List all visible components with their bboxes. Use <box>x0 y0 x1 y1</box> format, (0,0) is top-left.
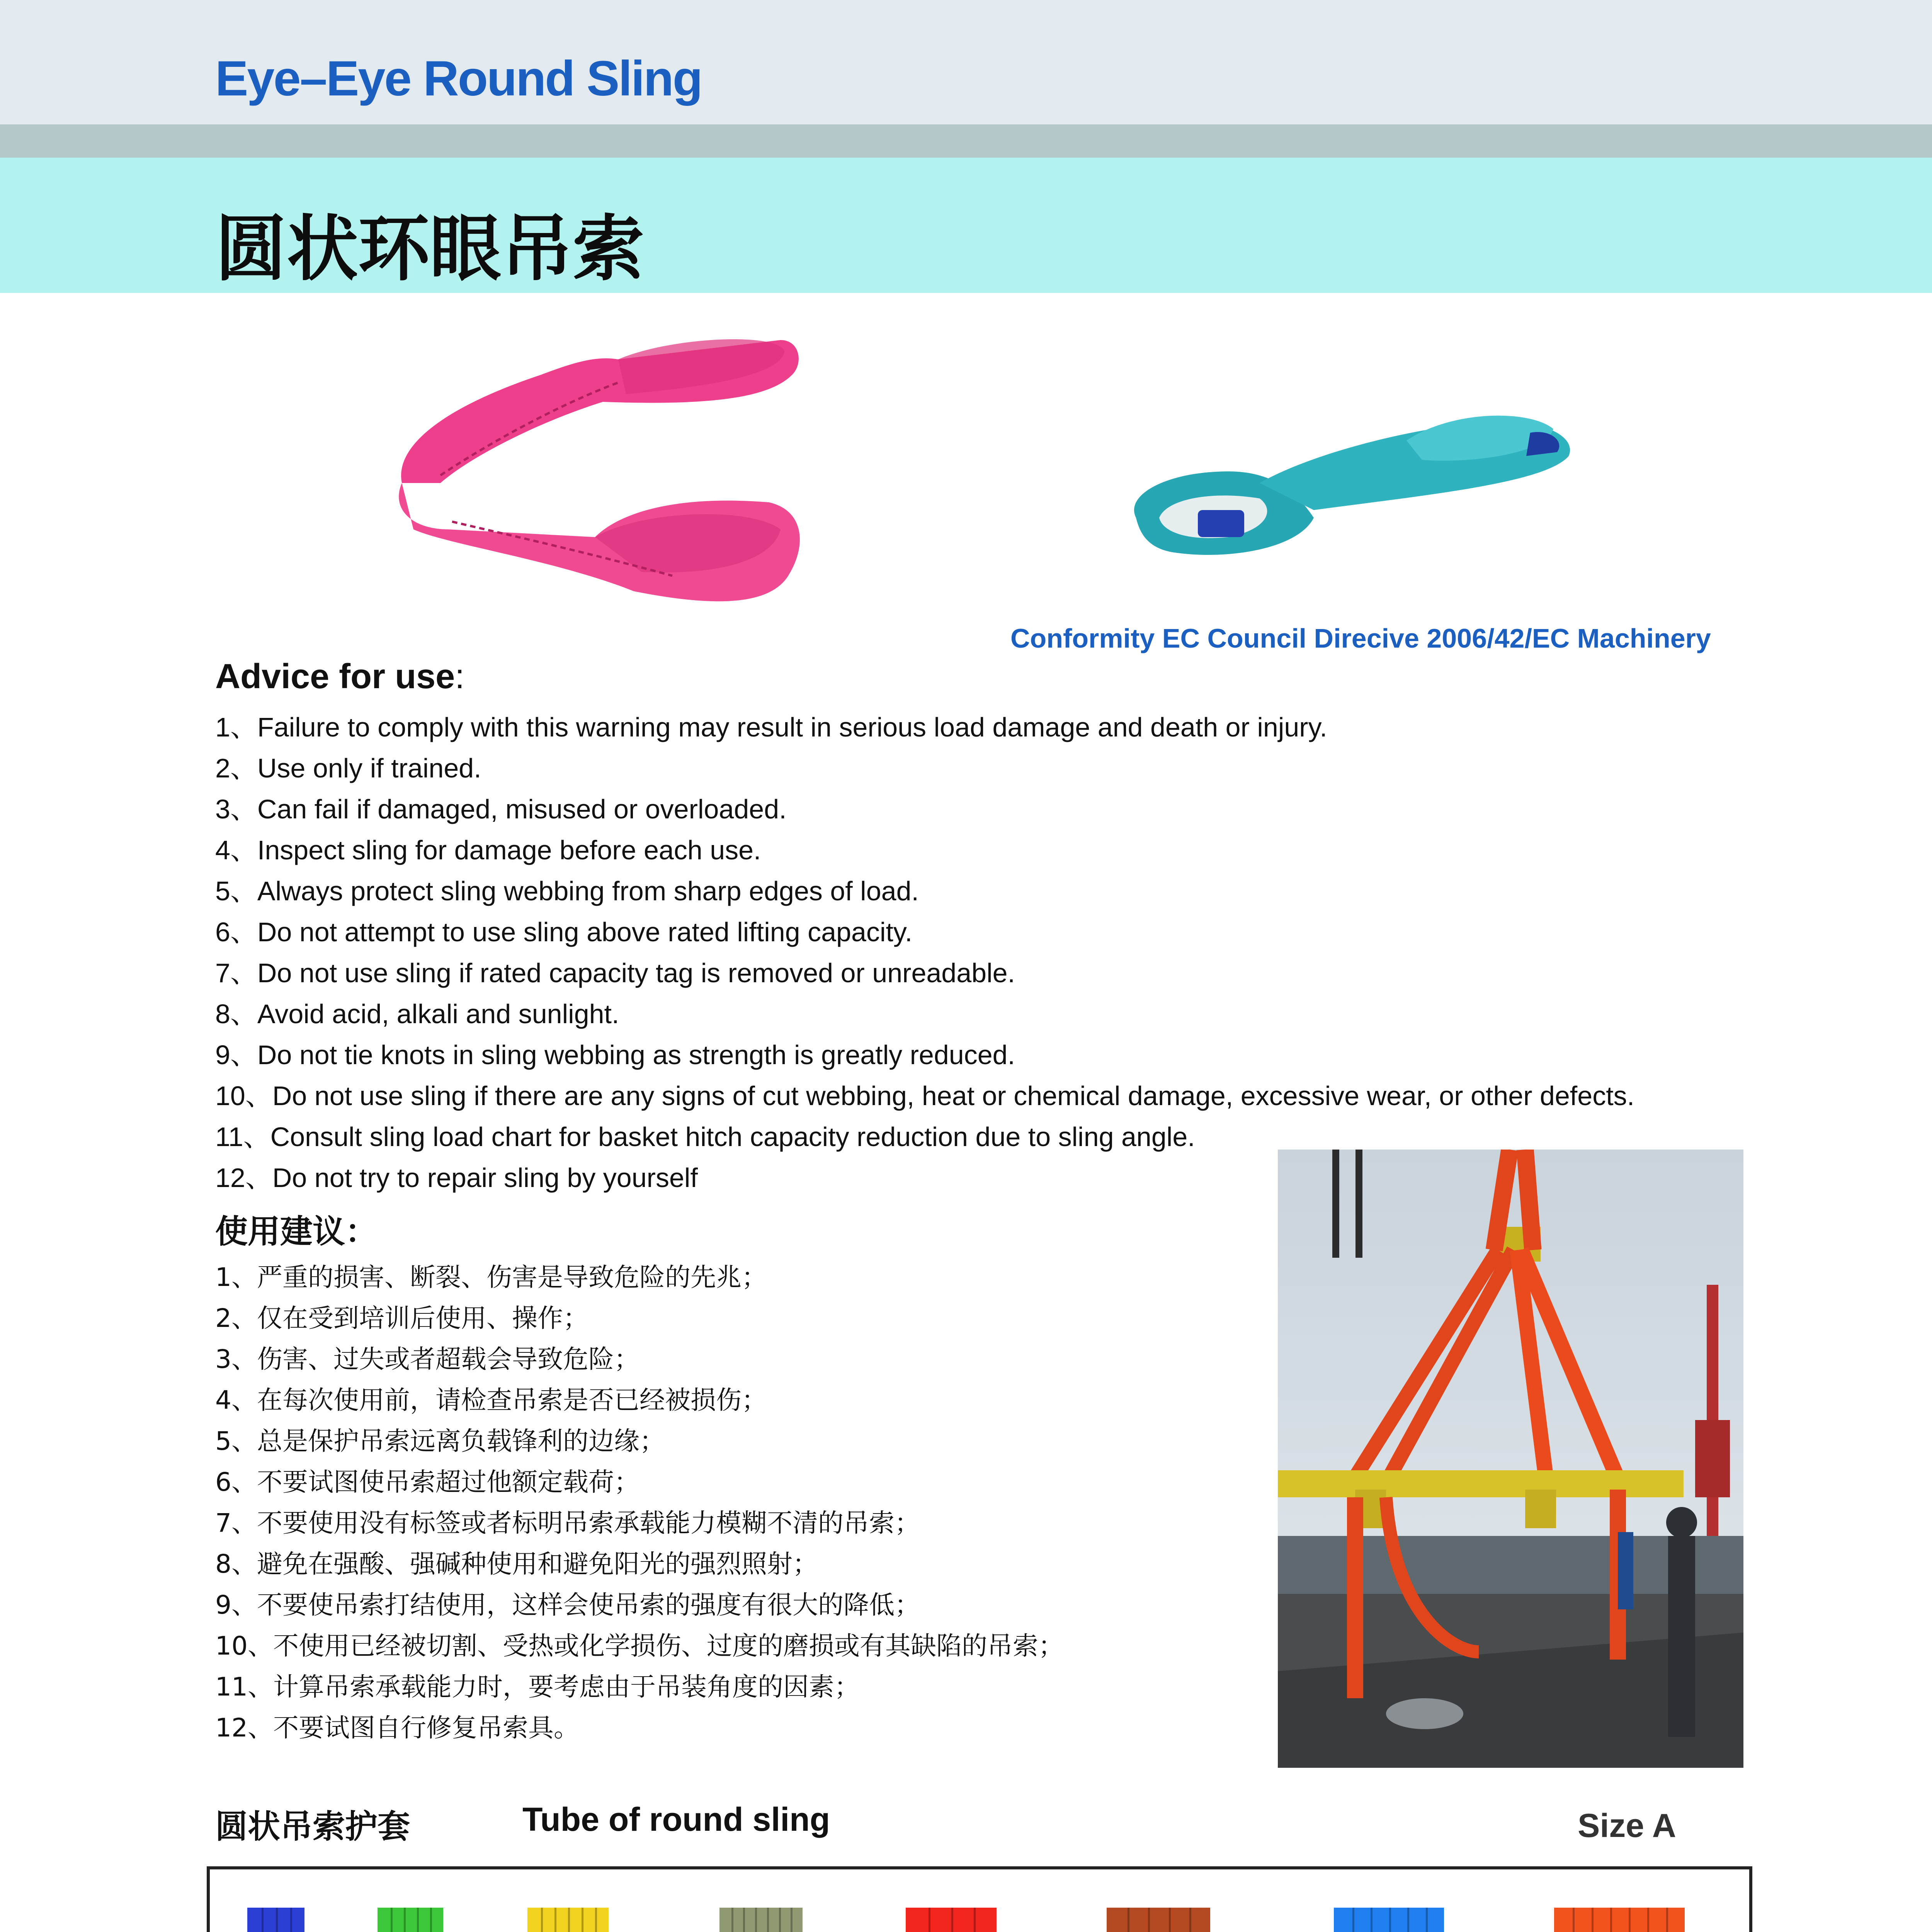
stitch-line <box>1592 1908 1594 1932</box>
size-a-swatch-5t <box>906 1908 997 1932</box>
advice-cn-item: 1、严重的损害、断裂、伤害是导致危险的先兆； <box>215 1262 767 1292</box>
advice-en-item: 12、Do not try to repair sling by yourself <box>215 1163 698 1193</box>
pink-round-sling-photo <box>325 328 819 630</box>
stitch-line <box>1666 1908 1668 1932</box>
stitch-line <box>755 1908 757 1932</box>
stitch-line <box>276 1908 278 1932</box>
stitch-line <box>1426 1908 1428 1932</box>
stitch-line <box>417 1908 419 1932</box>
advice-cn-item: 2、仅在受到培训后使用、操作； <box>215 1303 588 1333</box>
advice-cn-item: 12、不要试图自行修复吊索具。 <box>215 1713 579 1743</box>
advice-en-item: 9、Do not tie knots in sling webbing as strength is greatly reduced. <box>215 1040 1015 1070</box>
advice-en-item: 2、Use only if trained. <box>215 753 481 783</box>
advice-en-item: 1、Failure to comply with this warning may result in serious load damage and death or injury. <box>215 712 1327 742</box>
stitch-line <box>791 1908 793 1932</box>
advice-en-heading-colon: : <box>455 657 465 696</box>
conformity-note: Conformity EC Council Direcive 2006/42/EC Machinery <box>1010 623 1711 653</box>
stitch-line <box>743 1908 745 1932</box>
stitch-line <box>554 1908 556 1932</box>
advice-cn-item: 7、不要使用没有标签或者标明吊索承载能力模糊不清的吊索； <box>215 1508 920 1538</box>
advice-en-item: 11、Consult sling load chart for basket hitch capacity reduction due to sling angle. <box>215 1122 1195 1152</box>
stitch-line <box>731 1908 733 1932</box>
stitch-line <box>1629 1908 1631 1932</box>
stitch-line <box>1169 1908 1171 1932</box>
stitch-line <box>391 1908 393 1932</box>
stitch-line <box>582 1908 583 1932</box>
stitch-line <box>1389 1908 1391 1932</box>
advice-en-item: 10、Do not use sling if there are any signs of cut webbing, heat or chemical damage, excessive wear, or other defects. <box>215 1081 1635 1111</box>
advice-cn-item: 11、计算吊索承载能力时，要考虑由于吊装角度的因素； <box>215 1672 860 1702</box>
stitch-line <box>1647 1908 1649 1932</box>
stitch-line <box>1407 1908 1409 1932</box>
stitch-line <box>1148 1908 1150 1932</box>
teal-round-sling-photo <box>1113 394 1592 572</box>
stitch-line <box>1371 1908 1372 1932</box>
size-a-swatch-2t <box>378 1908 443 1932</box>
advice-en-item: 3、Can fail if damaged, misused or overloaded. <box>215 794 787 824</box>
stitch-line <box>779 1908 781 1932</box>
stitch-line <box>541 1908 543 1932</box>
advice-cn-item: 6、不要试图使吊索超过他额定载荷； <box>215 1467 639 1497</box>
advice-en-heading-text: Advice for use <box>215 657 455 696</box>
tube-section-title-cn: 圆状吊索护套 <box>215 1808 410 1845</box>
tube-section-title-en: Tube of round sling <box>522 1801 830 1838</box>
size-a-swatch-8t <box>1334 1908 1444 1932</box>
stitch-line <box>1610 1908 1612 1932</box>
size-a-swatch-10t <box>1554 1908 1685 1932</box>
stitch-line <box>1189 1908 1191 1932</box>
size-a-swatch-1t <box>247 1908 304 1932</box>
advice-en-item: 7、Do not use sling if rated capacity tag is removed or unreadable. <box>215 958 1015 988</box>
stitch-line <box>929 1908 930 1932</box>
stitch-line <box>974 1908 976 1932</box>
lifting-operation-photo <box>1278 1150 1743 1768</box>
advice-en-item: 5、Always protect sling webbing from sharp edges of load. <box>215 876 919 906</box>
stitch-line <box>568 1908 570 1932</box>
stitch-line <box>595 1908 597 1932</box>
advice-cn-item: 8、避免在强酸、强碱种使用和避免阳光的强烈照射； <box>215 1549 818 1579</box>
page-title-cn: 圆状环眼吊索 <box>215 207 644 291</box>
advice-cn-item: 4、在每次使用前，请检查吊索是否已经被损伤； <box>215 1385 767 1415</box>
advice-cn-item: 9、不要使吊索打结使用，这样会使吊索的强度有很大的降低； <box>215 1590 920 1620</box>
stitch-line <box>951 1908 953 1932</box>
stitch-line <box>404 1908 406 1932</box>
size-a-swatch-6t <box>1107 1908 1210 1932</box>
advice-en-item: 4、Inspect sling for damage before each use. <box>215 835 761 865</box>
stitch-line <box>1128 1908 1129 1932</box>
stitch-line <box>767 1908 769 1932</box>
size-a-label: Size A <box>1578 1807 1676 1844</box>
advice-en-item: 6、Do not attempt to use sling above rated lifting capacity. <box>215 917 913 947</box>
page-title-en: Eye–Eye Round Sling <box>215 51 702 106</box>
advice-cn-item: 5、总是保护吊索远离负载锋利的边缘； <box>215 1426 665 1456</box>
stitch-line <box>290 1908 292 1932</box>
advice-en-heading <box>215 657 464 697</box>
size-a-swatch-3t <box>527 1908 609 1932</box>
stitch-line <box>430 1908 432 1932</box>
header-divider <box>0 124 1932 158</box>
size-a-swatch-4t <box>719 1908 803 1932</box>
advice-cn-item: 3、伤害、过失或者超载会导致危险； <box>215 1344 639 1374</box>
advice-en-item: 8、Avoid acid, alkali and sunlight. <box>215 999 619 1029</box>
advice-cn-item: 10、不使用已经被切割、受热或化学损伤、过度的磨损或有其缺陷的吊索； <box>215 1631 1064 1661</box>
stitch-line <box>1573 1908 1575 1932</box>
stitch-line <box>1352 1908 1354 1932</box>
advice-cn-heading: 使用建议： <box>215 1213 378 1250</box>
stitch-line <box>262 1908 264 1932</box>
